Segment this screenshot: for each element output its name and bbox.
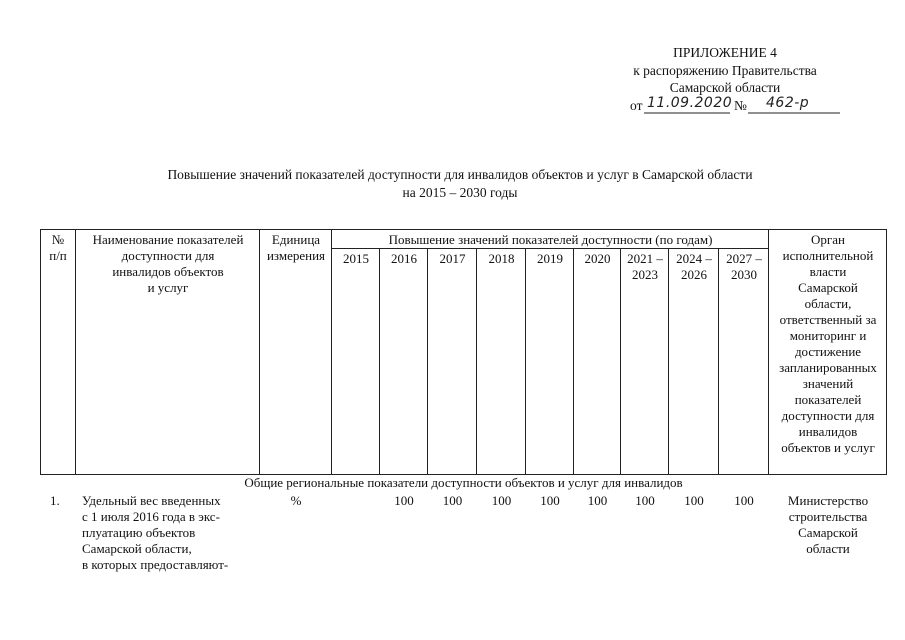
row-value-2017: 100 <box>442 493 463 508</box>
section-title: Общие региональные показатели доступности объектов и услуг для инвалидов <box>244 475 683 490</box>
header-indicator-name: Наименование показателей доступности для инвалидов объектов и услуг <box>92 232 244 295</box>
header-years-2024-2026: 2024 – 2026 <box>676 251 712 282</box>
title-line-2: на 2015 – 2030 годы <box>402 185 518 200</box>
attachment-date-number <box>590 94 860 115</box>
row-responsible-organ: Министерство строительства Самарской области <box>787 493 869 556</box>
row-value-2020: 100 <box>587 493 608 508</box>
document-title <box>90 166 830 202</box>
date-prefix: от <box>630 97 643 113</box>
row-value-2019: 100 <box>540 493 560 508</box>
header-increase-by-years: Повышение значений показателей доступности (по годам) <box>388 232 713 247</box>
attachment-label: ПРИЛОЖЕНИЕ 4 <box>673 45 777 60</box>
header-year-2017: 2017 <box>439 251 466 266</box>
row-value-2027-2030: 100 <box>734 493 754 508</box>
header-year-2018: 2018 <box>488 251 515 266</box>
title-line-1: Повышение значений показателей доступности для инвалидов объектов и услуг в Самарской области <box>167 167 753 182</box>
attachment-header <box>590 44 860 115</box>
header-year-2020: 2020 <box>584 251 611 266</box>
header-years-2021-2023: 2021 – 2023 <box>627 251 663 282</box>
signature-underlines <box>644 112 844 116</box>
handwritten-date: 11.09.2020 <box>647 94 733 111</box>
row-unit: % <box>290 493 302 508</box>
header-years-2027-2030: 2027 – 2030 <box>726 251 762 282</box>
header-number: № п/п <box>49 232 67 263</box>
row-number: 1. <box>50 493 60 508</box>
row-value-2016: 100 <box>394 493 414 508</box>
header-year-2016: 2016 <box>391 251 417 266</box>
number-prefix: № <box>734 97 747 113</box>
header-responsible-organ: Орган исполнительной власти Самарской области, ответственный за мониторинг и достижение запланированных значений показателей доступности для инвалидов объектов и услуг <box>779 232 877 455</box>
attachment-region: Самарской области <box>669 80 781 95</box>
row-indicator-name: Удельный вес введенных с 1 июля 2016 года в экс- плуатацию объектов Самарской области, в которых предоставляют- <box>82 493 229 572</box>
header-year-2019: 2019 <box>537 251 563 266</box>
row-value-2021-2023: 100 <box>635 493 655 508</box>
header-year-2015: 2015 <box>343 251 369 266</box>
header-unit: Единица измерения <box>266 232 326 263</box>
row-value-2018: 100 <box>491 493 512 508</box>
row-value-2024-2026: 100 <box>684 493 704 508</box>
handwritten-number: 462-р <box>766 94 810 111</box>
attachment-decree: к распоряжению Правительства <box>633 62 817 78</box>
